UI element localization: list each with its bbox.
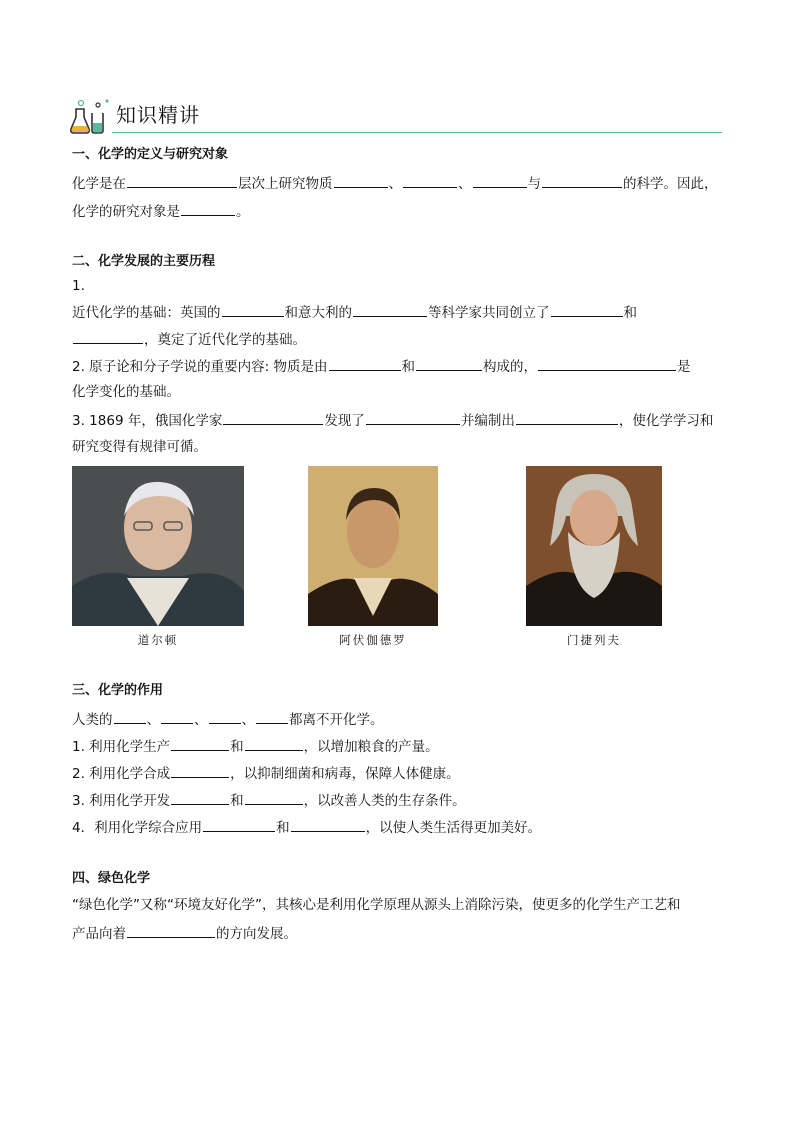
text: 是 — [677, 359, 691, 375]
text: 4．利用化学综合应用 — [72, 820, 203, 836]
blank[interactable] — [245, 737, 303, 751]
text: ，以增加粮食的产量。 — [303, 739, 439, 755]
s3-line-2 — [72, 764, 460, 783]
s1-line-1 — [72, 174, 718, 193]
blank[interactable] — [223, 411, 323, 425]
text: ，奠定了近代化学的基础。 — [144, 332, 306, 348]
s4-line-2 — [72, 924, 297, 943]
text: 。 — [236, 204, 250, 220]
s2-line-2 — [72, 330, 306, 349]
text: 和 — [623, 305, 637, 321]
text: 与 — [527, 176, 541, 192]
portrait-caption: 门捷列夫 — [567, 633, 621, 647]
text: 1. 利用化学生产 — [72, 739, 171, 755]
blank[interactable] — [416, 357, 482, 371]
blank[interactable] — [551, 303, 623, 317]
blank[interactable] — [353, 303, 427, 317]
text: 和 — [276, 820, 290, 836]
dalton-portrait-image — [72, 466, 244, 626]
s3-line-0 — [72, 710, 384, 729]
blank[interactable] — [171, 764, 229, 778]
blank[interactable] — [114, 710, 146, 724]
text: ，以抑制细菌和病毒，保障人体健康。 — [230, 766, 460, 782]
text: 、 — [388, 176, 402, 192]
text: 层次上研究物质 — [238, 176, 333, 192]
portrait-caption: 阿伏伽德罗 — [339, 633, 407, 647]
blank[interactable] — [171, 791, 229, 805]
blank[interactable] — [366, 411, 460, 425]
text: 3. 利用化学开发 — [72, 793, 171, 809]
section-header — [70, 95, 722, 135]
text: 2. 原子论和分子学说的重要内容: 物质是由 — [72, 359, 328, 375]
text: 等科学家共同创立了 — [428, 305, 550, 321]
portrait-mendeleev — [526, 466, 662, 626]
text: ，使化学学习和 — [618, 413, 714, 429]
text: 和 — [401, 359, 416, 375]
flask-beaker-icon — [70, 95, 112, 135]
text: ，以改善人类的生存条件。 — [303, 793, 466, 809]
text: 化学的研究对象是 — [72, 204, 180, 220]
blank[interactable] — [473, 174, 527, 188]
s2-line-3 — [72, 357, 691, 376]
text: 、 — [241, 712, 255, 728]
s3-line-4 — [72, 818, 541, 837]
text: 和 — [230, 739, 244, 755]
blank[interactable] — [203, 818, 275, 832]
blank[interactable] — [222, 303, 284, 317]
portrait-avogadro — [308, 466, 438, 626]
s2-line-5 — [72, 411, 713, 430]
blank[interactable] — [127, 174, 237, 188]
blank[interactable] — [329, 357, 401, 371]
text: 近代化学的基础：英国的 — [72, 305, 221, 321]
text: 3. 1869 年，俄国化学家 — [72, 413, 223, 429]
s2-line-6: 研究变得有规律可循。 — [72, 439, 207, 455]
text: 的方向发展。 — [216, 926, 297, 942]
text: 化学是在 — [72, 176, 126, 192]
blank[interactable] — [73, 330, 143, 344]
text: 并编制出 — [460, 413, 515, 429]
text: 、 — [458, 176, 472, 192]
text: 构成的， — [483, 359, 538, 375]
section-2-heading: 二、化学发展的主要历程 — [72, 254, 216, 269]
text: 产品向着 — [72, 926, 126, 942]
blank[interactable] — [542, 174, 622, 188]
header-divider — [112, 132, 722, 133]
s3-line-1 — [72, 737, 439, 756]
blank[interactable] — [161, 710, 193, 724]
text: ，以使人类生活得更加美好。 — [365, 820, 542, 836]
s4-line-1: “绿色化学”又称“环境友好化学”，其核心是利用化学原理从源头上消除污染，使更多的化学生产工艺和 — [72, 897, 681, 913]
blank[interactable] — [538, 357, 676, 371]
blank[interactable] — [209, 710, 241, 724]
blank[interactable] — [245, 791, 303, 805]
section-4-heading: 四、绿色化学 — [72, 871, 151, 886]
s3-line-3 — [72, 791, 466, 810]
text: 和意大利的 — [284, 305, 352, 321]
s2-line-1 — [72, 303, 637, 322]
section-title: 知识精讲 — [116, 103, 200, 127]
blank[interactable] — [334, 174, 388, 188]
text: 、 — [146, 712, 160, 728]
blank[interactable] — [181, 202, 235, 216]
text: 的科学。因此， — [623, 176, 718, 192]
text: 都离不开化学。 — [289, 712, 384, 728]
section-1-heading: 一、化学的定义与研究对象 — [72, 147, 229, 162]
mendeleev-portrait-image — [526, 466, 662, 626]
text: 和 — [230, 793, 244, 809]
text: 发现了 — [324, 413, 365, 429]
section-3-heading: 三、化学的作用 — [72, 683, 164, 698]
avogadro-portrait-image — [308, 466, 438, 626]
blank[interactable] — [127, 924, 215, 938]
text: 人类的 — [72, 712, 113, 728]
s2-line-4: 化学变化的基础。 — [72, 384, 180, 400]
s1-line-2 — [72, 202, 250, 221]
portrait-caption: 道尔顿 — [137, 633, 179, 647]
blank[interactable] — [171, 737, 229, 751]
blank[interactable] — [516, 411, 618, 425]
blank[interactable] — [403, 174, 457, 188]
portrait-dalton — [72, 466, 244, 626]
blank[interactable] — [291, 818, 365, 832]
text: 、 — [194, 712, 208, 728]
blank[interactable] — [256, 710, 288, 724]
text: 2. 利用化学合成 — [72, 766, 171, 782]
s2-number-1: 1. — [72, 278, 85, 294]
